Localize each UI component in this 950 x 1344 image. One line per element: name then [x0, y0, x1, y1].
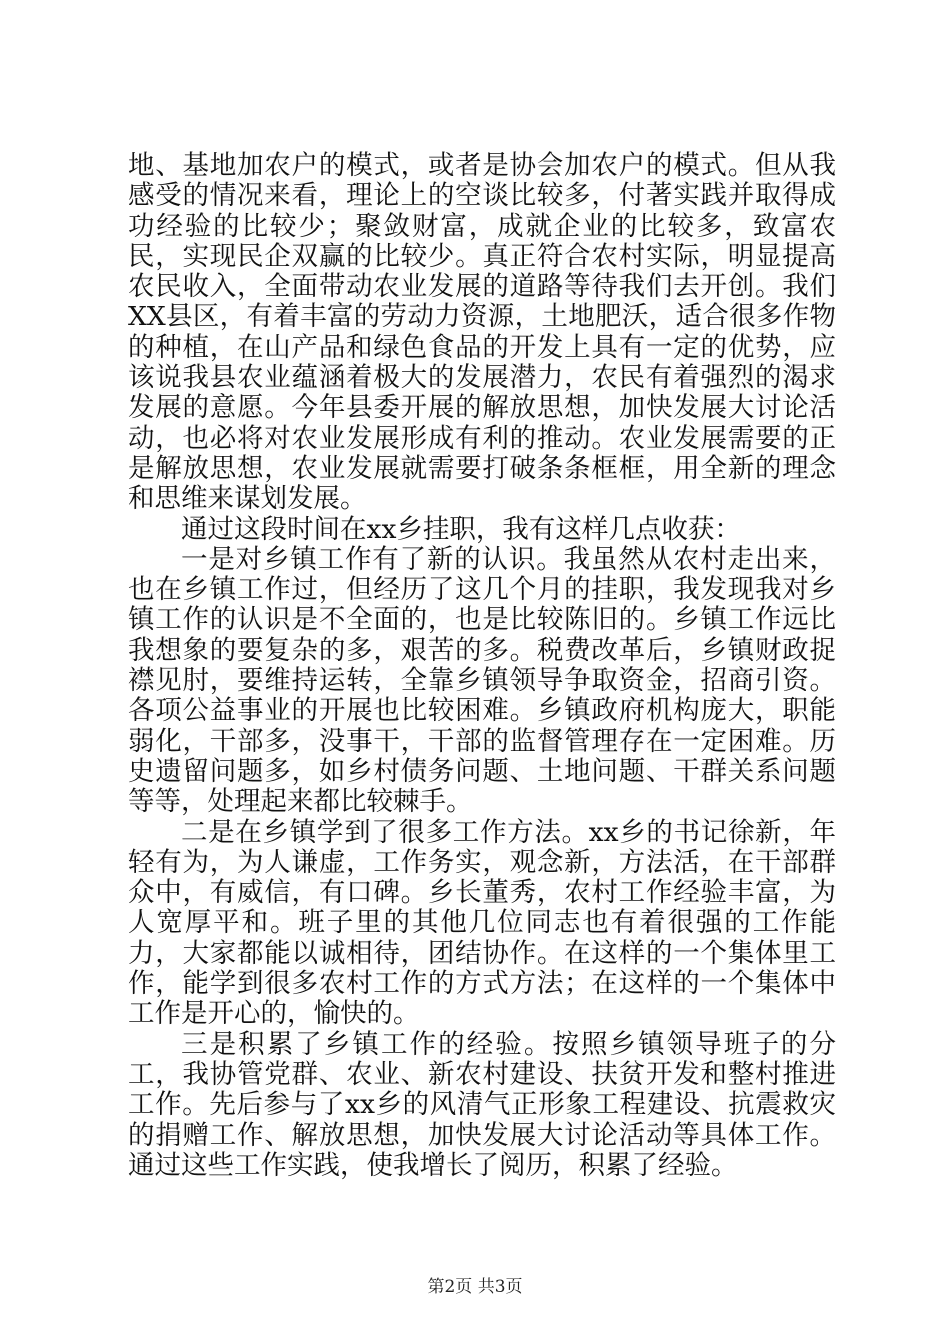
paragraph-5: 三是积累了乡镇工作的经验。按照乡镇领导班子的分工，我协管党群、农业、新农村建设、扶贫开发和整村推进工作。先后参与了xx乡的风清气正形象工程建设、抗震救灾的捐赠工作、解放思想，加快发展大讨论活动等具体工作。通过这些工作实践，使我增长了阅历，积累了经验。 [128, 1028, 836, 1181]
paragraph-2: 通过这段时间在xx乡挂职，我有这样几点收获： [181, 513, 741, 545]
page-footer [0, 1276, 950, 1298]
paragraph-4: 二是在乡镇学到了很多工作方法。xx乡的书记徐新，年轻有为，为人谦虚，工作务实，观念新，方法活，在干部群众中，有威信，有口碑。乡长董秀，农村工作经验丰富，为人宽厚平和。班子里的其他几位同志也有着很强的工作能力，大家都能以诚相待，团结协作。在这样的一个集体里工作，能学到很多农村工作的方式方法；在这样的一个集体中工作是开心的，愉快的。 [128, 816, 836, 1030]
page-number-label: 第2页 共3页 [427, 1277, 523, 1297]
paragraph-3: 一是对乡镇工作有了新的认识。我虽然从农村走出来，也在乡镇工作过，但经历了这几个月的挂职，我发现我对乡镇工作的认识是不全面的，也是比较陈旧的。乡镇工作远比我想象的要复杂的多，艰苦的多。税费改革后，乡镇财政捉襟见肘，要维持运转，全靠乡镇领导争取资金，招商引资。各项公益事业的开展也比较困难。乡镇政府机构庞大，职能弱化，干部多，没事干，干部的监督管理存在一定困难。历史遗留问题多，如乡村债务问题、土地问题、干群关系问题等等，处理起来都比较棘手。 [128, 543, 836, 818]
document-body [128, 151, 836, 1181]
paragraph-1: 地、基地加农户的模式，或者是协会加农户的模式。但从我感受的情况来看，理论上的空谈比较多，付著实践并取得成功经验的比较少；聚敛财富，成就企业的比较多，致富农民，实现民企双赢的比较少。真正符合农村实际，明显提高农民收入，全面带动农业发展的道路等待我们去开创。我们XX县区，有着丰富的劳动力资源，土地肥沃，适合很多作物的种植，在山产品和绿色食品的开发上具有一定的优势，应该说我县农业蕴涵着极大的发展潜力，农民有着强烈的渴求发展的意愿。今年县委开展的解放思想，加快发展大讨论活动，也必将对农业发展形成有利的推动。农业发展需要的正是解放思想，农业发展就需要打破条条框框，用全新的理念和思维来谋划发展。 [128, 150, 836, 515]
